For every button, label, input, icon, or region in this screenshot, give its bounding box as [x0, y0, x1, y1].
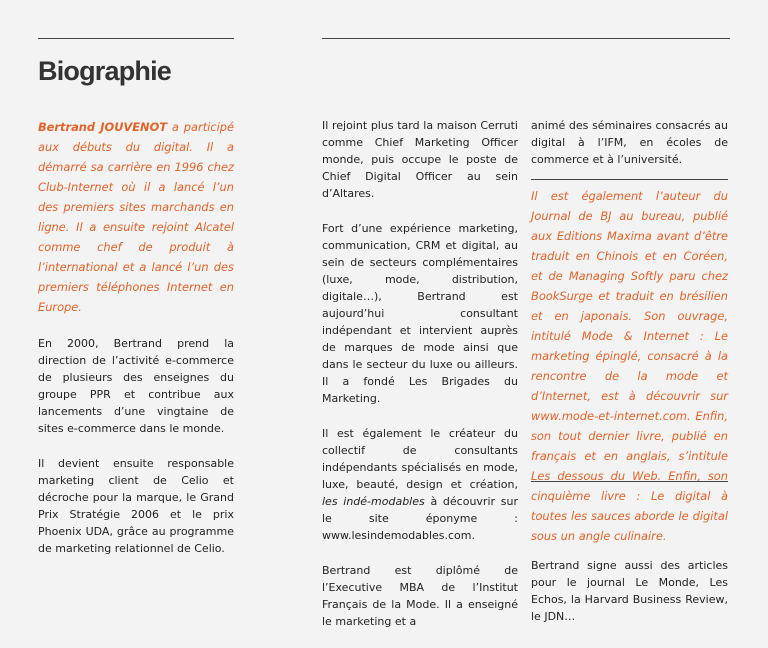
- intro-text: a participé aux débuts du digital. Il a démarré sa carrière en 1996 chez Club-Internet où il a lancé l’un des premiers sites marchands en ligne. Il a ensuite rejoint Alcatel comme chef de produit à l’international et a lancé l’un des premiers téléphones Internet en Europe.: [38, 120, 234, 314]
- paragraph-experience: Fort d’une expérience marketing, communication, CRM et digital, au sein de secteurs complémentaires (luxe, mode, distribution, digitale…), Bertrand est aujourd’hui consultant indépendant et intervient auprès de marques de mode ainsi que dans le secteur du luxe ou ailleurs. Il a fondé Les Brigades du Marketing.: [322, 222, 518, 405]
- paragraph-collectif: Il est également le créateur du collectif de consultants indépendants spécialisés en mode, luxe, beauté, design et création, les indé-modables à découvrir sur le site éponyme : www.lesindemodables.com.: [322, 427, 518, 542]
- paragraph-ppr: En 2000, Bertrand prend la direction de l’activité e-commerce de plusieurs des enseignes du groupe PPR et contribue aux lancements d’une vingtaine de sites e-commerce dans le monde.: [38, 337, 234, 435]
- paragraph-celio: Il devient ensuite responsable marketing client de Celio et décroche pour la marque, le Grand Prix Stratégie 2006 et le prix Phoenix UDA, grâce au programme de marketing relationnel de Celio.: [38, 457, 234, 555]
- top-rule-left: [38, 38, 234, 39]
- top-rule-right: [322, 38, 730, 39]
- paragraph-cerruti: Il rejoint plus tard la maison Cerruti comme Chief Marketing Officer monde, puis occupe le poste de Chief Digital Officer au sein d’Altares.: [322, 119, 518, 200]
- intro-paragraph: [38, 117, 234, 317]
- page-title: Biographie: [38, 56, 172, 86]
- column-3-rule-1: [531, 179, 728, 180]
- paragraph-mba: Bertrand est diplômé de l’Executive MBA de l’Institut Français de la Mode. Il a enseigné le marketing et a: [322, 564, 518, 628]
- author-name: Bertrand JOUVENOT: [38, 120, 168, 134]
- paragraph-seminaires: animé des séminaires consacrés au digital à l’IFM, en écoles de commerce et à l’université.: [531, 119, 728, 166]
- column-1: [38, 117, 234, 575]
- column-3-rule-2: [531, 481, 728, 482]
- column-3: [531, 117, 728, 643]
- brand-indemodables: les indé-modables: [322, 495, 425, 508]
- paragraph-articles: Bertrand signe aussi des articles pour le journal Le Monde, Les Echos, la Harvard Business Review, le JDN…: [531, 559, 728, 623]
- column-2: [322, 117, 518, 648]
- paragraph-livres: Il est également l’auteur du Journal de BJ au bureau, publié aux Editions Maxima avant d’être traduit en Chinois et en Coréen, et de Managing Softly paru chez BookSurge et traduit en brésilien et en japonais. Son ouvrage, intitulé Mode & Internet : Le marketing épinglé, consacré à la rencontre de la mode et d’Internet, est à découvrir sur www.mode-et-internet.com. Enfin, son tout dernier livre, publié en français et en anglais, s’intitule Les dessous du Web. Enfin, son cinquième livre : Le digital à toutes les sauces aborde le digital sous un angle culinaire.: [531, 189, 728, 543]
